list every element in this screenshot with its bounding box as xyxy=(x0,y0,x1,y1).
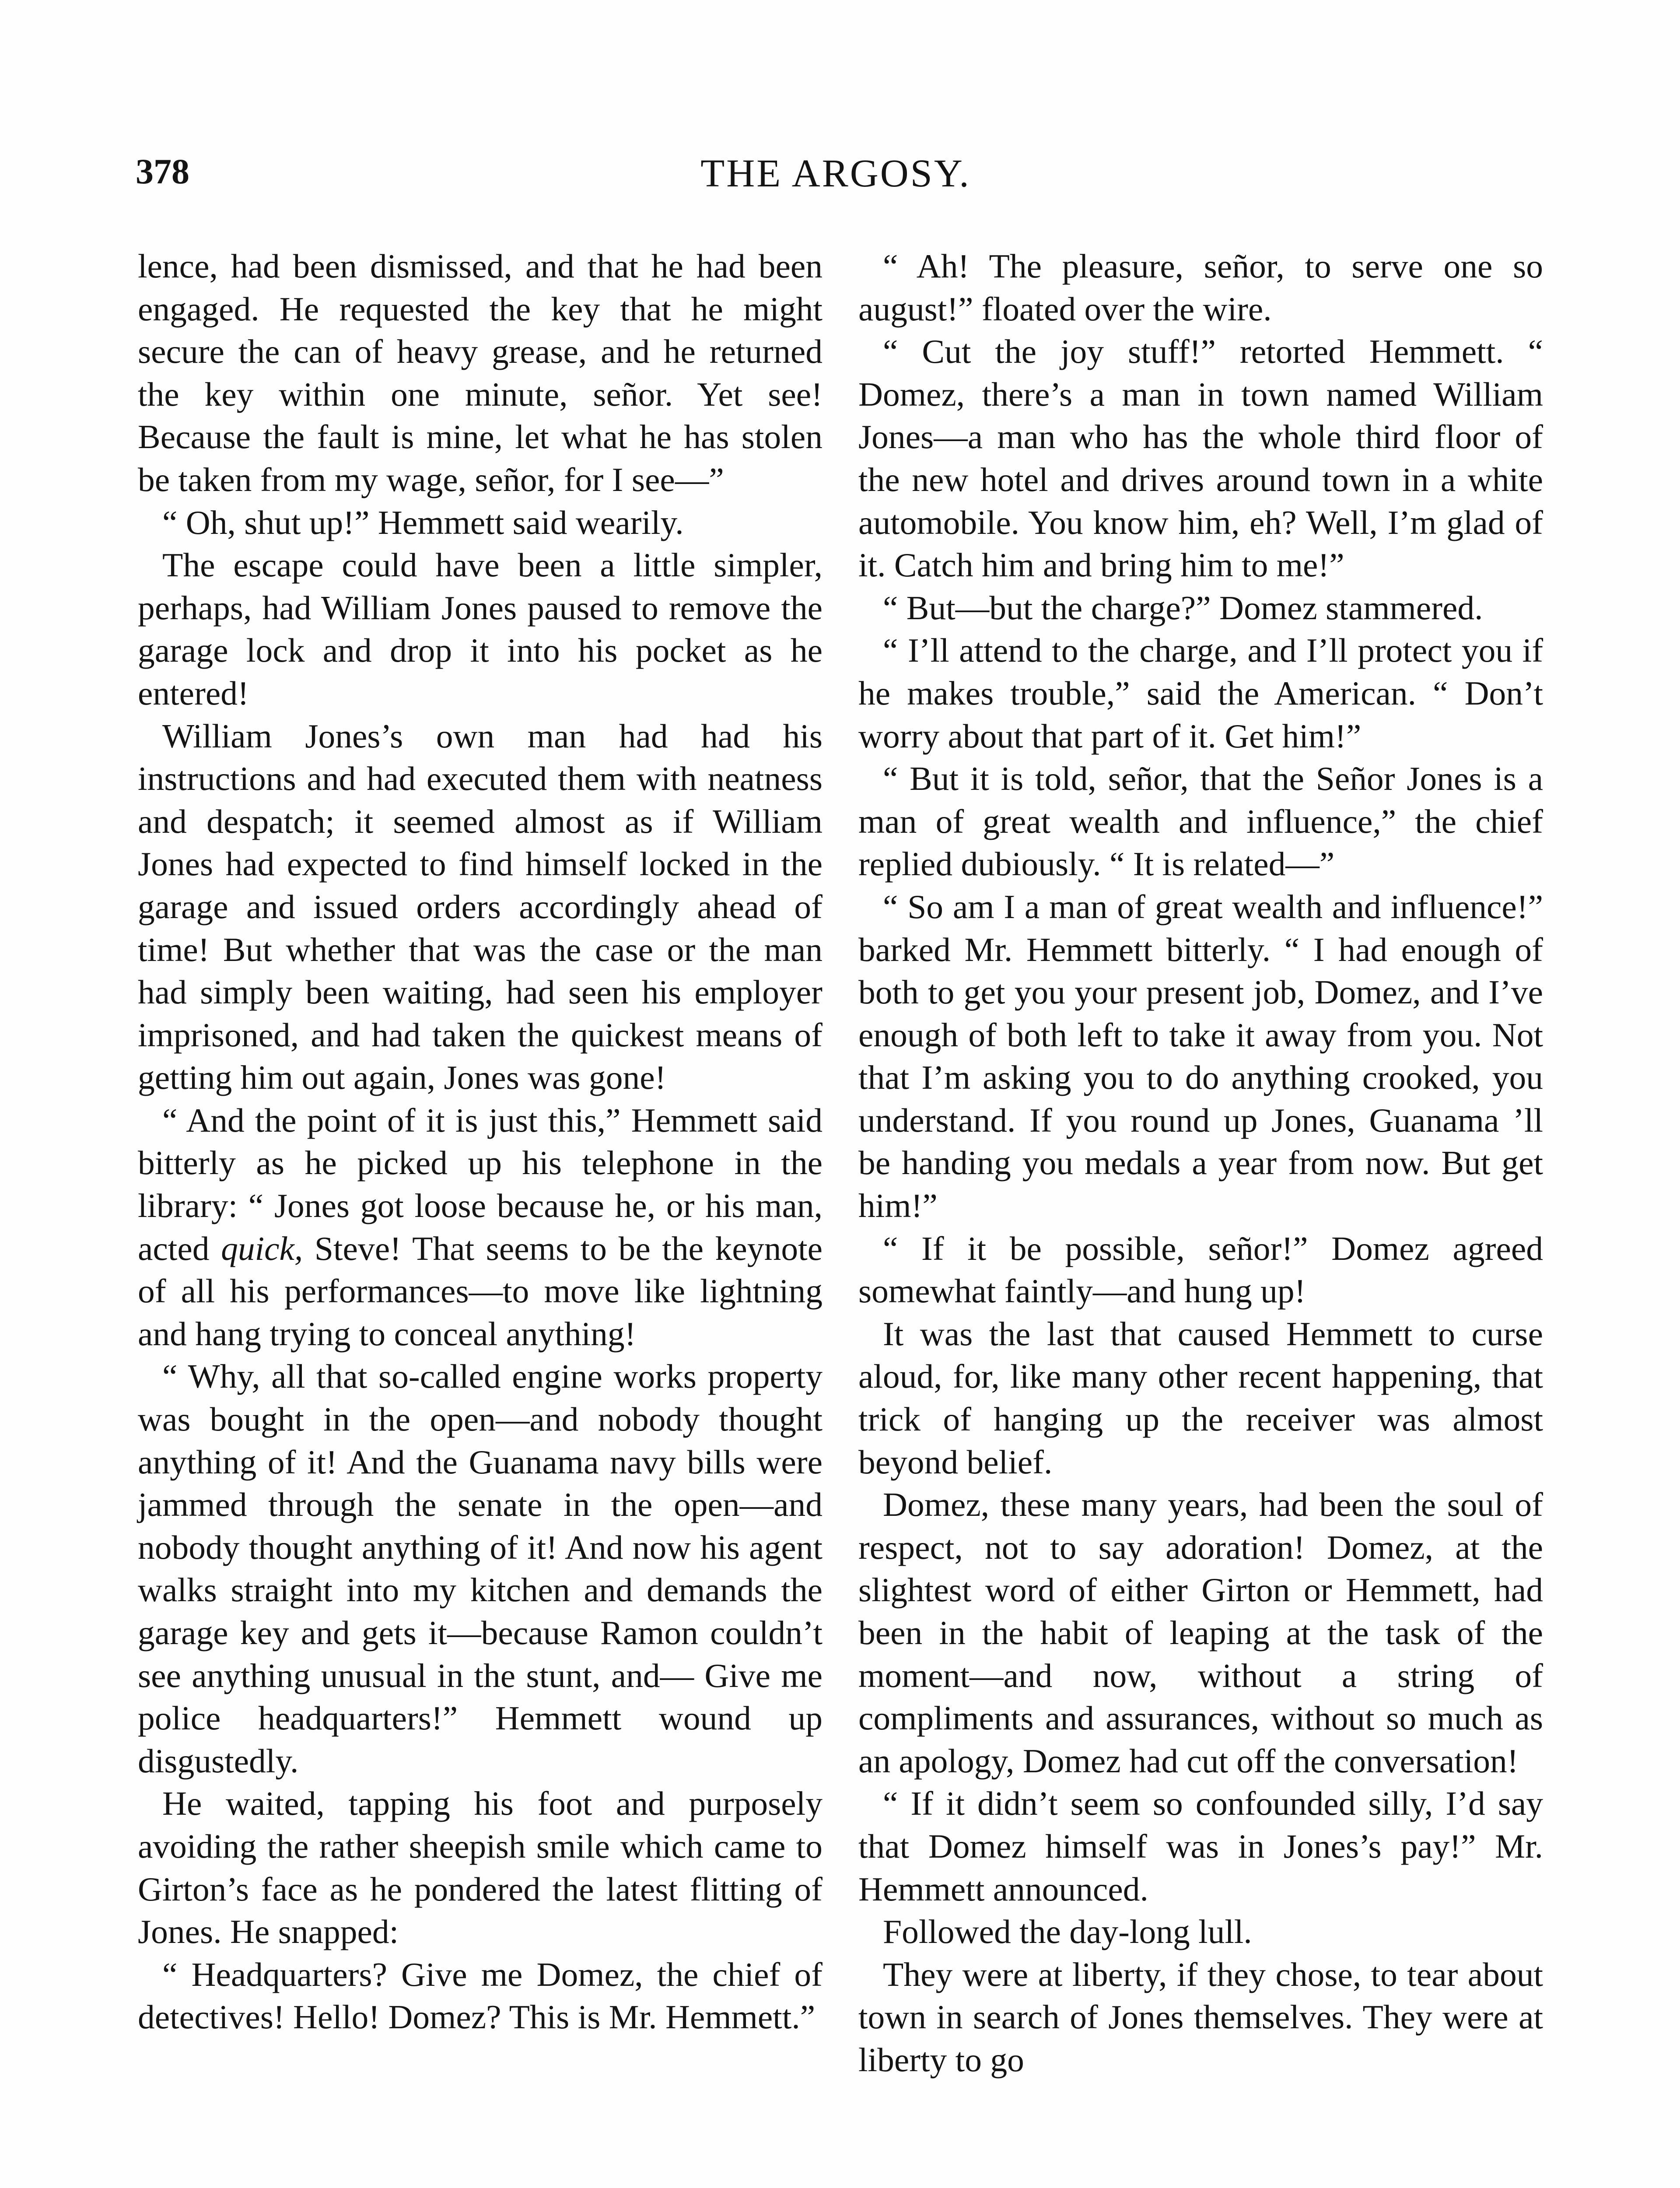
paragraph: It was the last that caused Hemmett to curse aloud, for, like many other recent happening, that trick of hanging up the receiver was almost beyond belief. xyxy=(858,1315,1543,1481)
text-run: “ And the point of it is just this,” Hemmett said bitterly as he picked up his telephone in the library: “ Jones got loose because he, or his man, acted xyxy=(138,1101,822,1267)
paragraph: “ But—but the charge?” Domez stammered. xyxy=(883,589,1483,627)
paragraph: “ I’ll attend to the charge, and I’ll protect you if he makes trouble,” said the American. “ Don’t worry about that part of it. Get him!” xyxy=(858,631,1543,755)
paragraph: “ Headquarters? Give me Domez, the chief of detectives! Hello! Domez? This is Mr. Hemmett.” xyxy=(138,1955,822,2036)
paragraph: “ Cut the joy stuff!” retorted Hemmett. “ Domez, there’s a man in town named William Jones—a man who has the whole third floor of the new hotel and drives around town in a white automobile. You know him, eh? Well, I’m glad of it. Catch him and bring him to me!” xyxy=(858,333,1543,584)
italic-word: quick, xyxy=(221,1229,303,1267)
paragraph: “ If it be possible, señor!” Domez agreed somewhat faintly—and hung up! xyxy=(858,1229,1543,1310)
paragraph: Domez, these many years, had been the soul of respect, not to say adoration! Domez, at the slightest word of either Girton or Hemmett, had been in the habit of leaping at the task of the moment—and now, without a string of compliments and assurances, without so much as an apology, Domez had cut off the conversation! xyxy=(858,1486,1543,1780)
text-run: Steve! That seems to be the keynote of all his performances—to move like lightning and hang trying to conceal anything! xyxy=(138,1229,822,1353)
paragraph: “ But it is told, señor, that the Señor Jones is a man of great wealth and influence,” the chief replied dubiously. “ It is related—” xyxy=(858,760,1543,883)
paragraph: The escape could have been a little simpler, perhaps, had William Jones paused to remove the garage lock and drop it into his pocket as he entered! xyxy=(138,546,822,712)
paragraph: “ So am I a man of great wealth and influence!” barked Mr. Hemmett bitterly. “ I had enough of both to get you your present job, Domez, and I’ve enough of both left to take it away from you. Not that I’m asking you to do anything crooked, you understand. If you round up Jones, Guanama ’ll be handing you medals a year from now. But get him!” xyxy=(858,887,1543,1225)
paragraph: “ Why, all that so-called engine works property was bought in the open—and nobody thought anything of it! And the Guanama navy bills were jammed through the senate in the open—and nobody thought anything of it! And now his agent walks straight into my kitchen and demands the garage key and gets it—because Ramon couldn’t see anything unusual in the stunt, and— Give me police headquarters!” Hemmett wound up disgustedly. xyxy=(138,1357,822,1780)
paragraph: Followed the day-long lull. xyxy=(883,1913,1252,1951)
left-column xyxy=(138,245,822,2039)
page-number: 378 xyxy=(136,151,189,191)
right-column xyxy=(858,245,1543,2082)
paragraph xyxy=(138,1099,822,1356)
paragraph: “ Ah! The pleasure, señor, to serve one so august!” floated over the wire. xyxy=(858,247,1543,328)
page-header xyxy=(136,151,1536,208)
paragraph: “ Oh, shut up!” Hemmett said wearily. xyxy=(162,503,684,541)
paragraph: They were at liberty, if they chose, to tear about town in search of Jones themselves. They were at liberty to go xyxy=(858,1955,1543,2079)
paragraph: “ If it didn’t seem so confounded silly, I’d say that Domez himself was in Jones’s pay!” Mr. Hemmett announced. xyxy=(858,1785,1543,1908)
paragraph: lence, had been dismissed, and that he had been engaged. He requested the key that he might secure the can of heavy grease, and he returned the key within one minute, señor. Yet see! Because the fault is mine, let what he has stolen be taken from my wage, señor, for I see—” xyxy=(138,247,822,498)
paragraph: He waited, tapping his foot and purposely avoiding the rather sheepish smile which came to Girton’s face as he pondered the latest flitting of Jones. He snapped: xyxy=(138,1785,822,1951)
paragraph: William Jones’s own man had had his instructions and had executed them with neatness and despatch; it seemed almost as if William Jones had expected to find himself locked in the garage and issued orders accordingly ahead of time! But whether that was the case or the man had simply been waiting, had seen his employer imprisoned, and had taken the quickest means of getting him out again, Jones was gone! xyxy=(138,717,822,1097)
running-title: THE ARGOSY. xyxy=(700,152,971,195)
